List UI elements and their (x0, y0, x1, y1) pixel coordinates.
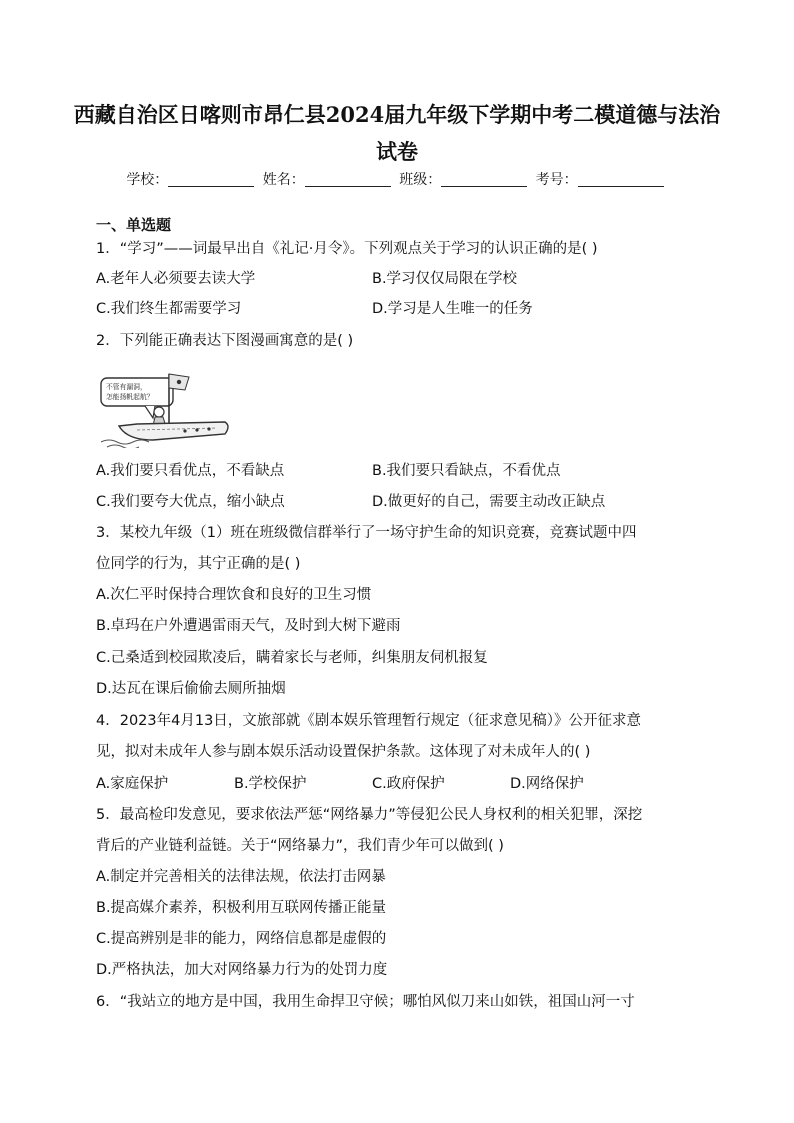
question-2-option-b[interactable]: B.我们要只看缺点，不看优点 (372, 463, 561, 479)
question-2-option-c[interactable]: C.我们要夸大优点，缩小缺点 (96, 494, 285, 510)
question-3-option-a[interactable]: A.次仁平时保持合理饮食和良好的卫生习惯 (96, 587, 372, 603)
question-2-option-d[interactable]: D.做更好的自己，需要主动改正缺点 (372, 494, 606, 510)
question-5-option-c[interactable]: C.提高辨别是非的能力，网络信息都是虚假的 (96, 931, 387, 947)
question-2-cartoon (97, 368, 237, 448)
question-5-option-d[interactable]: D.严格执法，加大对网络暴力行为的处罚力度 (96, 962, 388, 978)
school-blank[interactable] (168, 172, 254, 187)
question-2-stem: 2．下列能正确表达下图漫画寓意的是( ) (96, 333, 354, 349)
question-3-stem-line-1: 3．某校九年级（1）班在班级微信群举行了一场守护生命的知识竞赛，竞赛试题中四 (96, 525, 637, 541)
section-heading: 一、单选题 (96, 216, 172, 234)
name-label: 姓名： (262, 172, 305, 188)
question-5-option-b[interactable]: B.提高媒介素养，积极利用互联网传播正能量 (96, 900, 387, 916)
question-6-stem-line-1: 6．“我站立的地方是中国，我用生命捍卫守候；哪怕风似刀来山如铁，祖国山河一寸 (96, 994, 635, 1010)
question-5-stem-line-2: 背后的产业链利益链。关于“网络暴力”，我们青少年可以做到( ) (96, 838, 504, 854)
cartoon-bubble-text-1: 不管有漏洞， (106, 383, 147, 391)
exam-title-line-2: 试卷 (376, 139, 418, 164)
question-1-option-d[interactable]: D.学习是人生唯一的任务 (372, 301, 533, 317)
question-4-option-a[interactable]: A.家庭保护 (96, 776, 169, 792)
question-4-option-d[interactable]: D.网络保护 (510, 776, 584, 792)
student-info-row (0, 170, 794, 190)
exam-number-blank[interactable] (578, 172, 664, 187)
question-4-option-b[interactable]: B.学校保护 (234, 776, 307, 792)
question-4-stem-line-1: 4．2023年4月13日，文旅部就《剧本娱乐管理暂行规定（征求意见稿）》公开征求意 (96, 713, 642, 729)
question-3-option-b[interactable]: B.卓玛在户外遭遇雷雨天气，及时到大树下避雨 (96, 618, 401, 634)
question-4-stem-line-2: 见，拟对未成年人参与剧本娱乐活动设置保护条款。这体现了对未成年人的( ) (96, 744, 591, 760)
question-1-option-a[interactable]: A.老年人必须要去读大学 (96, 271, 256, 287)
cartoon-bubble-text-2: 怎能扬帆起航？ (106, 393, 154, 401)
question-3-option-c[interactable]: C.己桑适到校园欺凌后，瞒着家长与老师，纠集朋友伺机报复 (96, 650, 488, 666)
question-1-option-b[interactable]: B.学习仅仅局限在学校 (372, 271, 518, 287)
question-3-option-d[interactable]: D.达瓦在课后偷偷去厕所抽烟 (96, 681, 286, 697)
question-4-option-c[interactable]: C.政府保护 (372, 776, 445, 792)
school-label: 学校： (126, 172, 169, 188)
question-3-stem-line-2: 位同学的行为，其宁正确的是( ) (96, 556, 301, 572)
name-blank[interactable] (305, 172, 391, 187)
question-2-option-a[interactable]: A.我们要只看优点，不看缺点 (96, 463, 285, 479)
class-label: 班级： (399, 172, 442, 188)
exam-title-line-1: 西藏自治区日喀则市昂仁县2024届九年级下学期中考二模道德与法治 (73, 102, 721, 127)
question-5-stem-line-1: 5．最高检印发意见，要求依法严惩“网络暴力”等侵犯公民人身权利的相关犯罪，深挖 (96, 807, 643, 823)
class-blank[interactable] (441, 172, 527, 187)
exam-number-label: 考号： (535, 172, 578, 188)
question-1-stem: 1．“学习”——词最早出自《礼记·月令》。下列观点关于学习的认识正确的是( ) (96, 241, 598, 257)
question-5-option-a[interactable]: A.制定并完善相关的法律法规，依法打击网暴 (96, 869, 386, 885)
question-1-option-c[interactable]: C.我们终生都需要学习 (96, 301, 242, 317)
